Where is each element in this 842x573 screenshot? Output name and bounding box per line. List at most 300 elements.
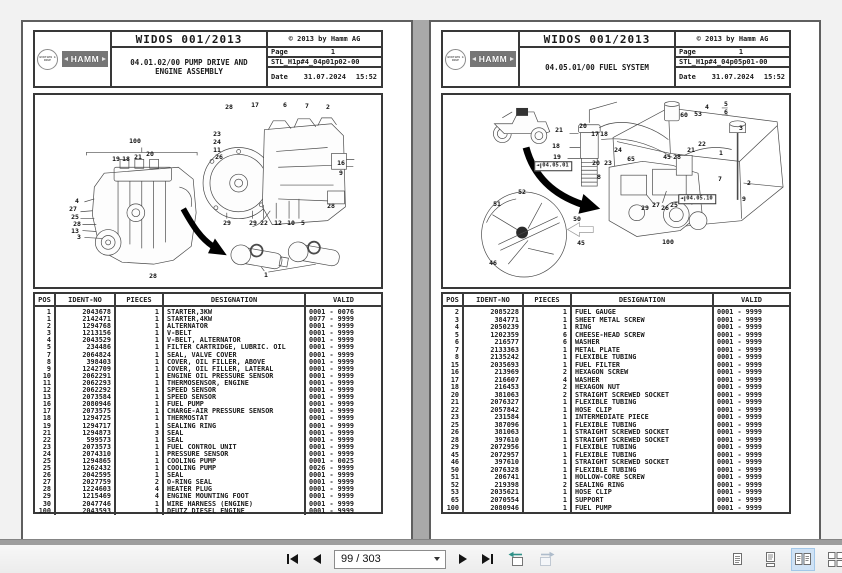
page-number-input[interactable] — [334, 550, 446, 569]
cell-ident-no: 2035693 — [463, 362, 523, 370]
cell-pos: 1 — [46, 308, 51, 316]
cell-ident-no: 384771 — [463, 317, 523, 325]
cell-ident-no: 397610 — [463, 437, 523, 445]
cell-valid: 0001 - 9999 — [305, 423, 381, 430]
cell-pieces: 1 — [523, 347, 571, 355]
cell-valid: 0001 - 9999 — [713, 399, 789, 407]
section-title — [112, 48, 266, 86]
diagram-callout-label: 5 — [724, 99, 728, 108]
date-label: Date — [679, 73, 696, 81]
cell-designation: SEAL — [163, 437, 305, 444]
diagram-callout-label: 4 — [75, 196, 79, 205]
cell-designation: COOLING PUMP — [163, 458, 305, 465]
cell-valid: 0001 - 9999 — [713, 324, 789, 332]
cell-pos: 22 — [42, 436, 51, 444]
cell-valid: 0001 - 9999 — [305, 508, 381, 515]
cell-pieces: 3 — [115, 430, 163, 437]
cell-designation: SEAL — [163, 430, 305, 437]
cell-valid: 0001 - 9999 — [713, 489, 789, 497]
diagram-callout-label: 22 — [698, 139, 706, 148]
cell-valid: 0001 - 9999 — [305, 366, 381, 373]
cell-pos: 12 — [42, 387, 51, 395]
cell-designation: HOSE CLIP — [571, 407, 713, 415]
diagram-callout-label: 20 — [579, 121, 587, 130]
cell-pos: 51 — [450, 474, 459, 482]
parts-table-row — [443, 362, 789, 370]
cell-ident-no: 2135242 — [463, 354, 523, 362]
cell-pos: 8 — [46, 358, 51, 366]
cell-designation: WIRE HARNESS (ENGINE) — [163, 501, 305, 508]
cell-ident-no: 1294717 — [55, 423, 115, 430]
diagram-callout-label: 16 — [337, 158, 345, 167]
ref-arrow-icon: ◄ — [536, 162, 540, 169]
cell-valid: 0001 - 9999 — [305, 323, 381, 330]
parts-table-row — [35, 444, 381, 451]
parts-table-row — [35, 458, 381, 465]
parts-table-row — [443, 504, 789, 512]
section-title-line2: ENGINE ASSEMBLY — [155, 67, 223, 76]
last-page-icon — [482, 554, 490, 564]
parts-table-row — [35, 479, 381, 486]
cell-ident-no: 216577 — [463, 339, 523, 347]
cell-designation: O-RING SEAL — [163, 479, 305, 486]
first-page-icon — [287, 554, 289, 564]
cell-pos: 65 — [450, 496, 459, 504]
cell-ident-no: 2064824 — [55, 352, 115, 359]
diagram-callout-label: 20 — [146, 149, 154, 158]
parts-table-row — [35, 373, 381, 380]
wirtgen-group-logo-icon: WIRTGEN GROUP — [445, 49, 466, 70]
cell-pos: 28 — [42, 486, 51, 494]
cell-valid: 0001 - 9999 — [305, 352, 381, 359]
cell-valid: 0001 - 9999 — [305, 444, 381, 451]
diagram-callout-label: 23 — [213, 129, 221, 138]
page-gap — [411, 20, 431, 539]
cell-pos: 3 — [454, 316, 459, 324]
parts-table-row — [35, 306, 381, 316]
parts-table-row — [443, 459, 789, 467]
cell-designation: V-BELT — [163, 330, 305, 337]
parts-table-row — [443, 497, 789, 505]
cell-designation: SPEED SENSOR — [163, 394, 305, 401]
cell-ident-no: 2043529 — [55, 337, 115, 344]
diagram-reference-box — [678, 194, 716, 204]
cell-valid: 0001 - 9999 — [713, 347, 789, 355]
cell-designation: FUEL FILTER — [571, 362, 713, 370]
diagram-callout-label: 45 — [577, 238, 585, 247]
cell-ident-no: 1294873 — [55, 430, 115, 437]
cell-pieces: 1 — [523, 437, 571, 445]
cell-valid: 0001 - 9999 — [713, 306, 789, 317]
diagram-callout-label: 100 — [662, 237, 674, 246]
cell-pieces: 1 — [115, 465, 163, 472]
page-layout-controls — [725, 545, 842, 573]
cell-pos: 52 — [450, 481, 459, 489]
col-header-ident: IDENT-NO — [463, 294, 523, 306]
cell-valid: 0001 - 9999 — [305, 472, 381, 479]
parts-table-row — [35, 465, 381, 472]
col-header-designation: DESIGNATION — [571, 294, 713, 306]
cell-designation: RING — [571, 324, 713, 332]
parts-table-row — [443, 377, 789, 385]
cell-pos: 21 — [42, 429, 51, 437]
cell-ident-no: 1294725 — [55, 415, 115, 422]
parts-table-row — [35, 352, 381, 359]
navigation-toolbar — [0, 545, 842, 573]
cell-ident-no: 1294865 — [55, 458, 115, 465]
date-row — [268, 68, 381, 86]
cell-valid: 0001 - 0076 — [305, 306, 381, 316]
cell-pieces: 6 — [523, 339, 571, 347]
cell-valid: 0001 - 9999 — [713, 504, 789, 512]
previous-page-icon — [313, 554, 321, 564]
section-title — [520, 48, 674, 86]
cell-designation: WASHER — [571, 339, 713, 347]
cell-valid: 0001 - 9999 — [713, 377, 789, 385]
cell-designation: V-BELT, ALTERNATOR — [163, 337, 305, 344]
diagram-callout-label: 17 — [591, 129, 599, 138]
next-view-icon — [538, 551, 556, 567]
date-value: 31.07.2024 — [303, 73, 346, 81]
cell-pieces: 1 — [523, 324, 571, 332]
cell-valid: 0001 - 0025 — [305, 458, 381, 465]
cell-designation: CHEESE-HEAD SCREW — [571, 332, 713, 340]
first-page-button[interactable] — [285, 552, 300, 566]
cell-pieces: 1 — [523, 444, 571, 452]
diagram-callout-label: 8 — [597, 172, 601, 181]
parts-table-row — [443, 482, 789, 490]
col-header-designation: DESIGNATION — [163, 294, 305, 306]
parts-table-row — [443, 339, 789, 347]
diagram-callout-label: 1 — [719, 148, 723, 157]
cell-designation: COVER, OIL FILLER, ABOVE — [163, 359, 305, 366]
parts-table-row — [35, 472, 381, 479]
cell-valid: 0001 - 9999 — [713, 317, 789, 325]
cell-ident-no: 2080946 — [55, 401, 115, 408]
cell-pos: 9 — [46, 365, 51, 373]
cell-valid: 0001 - 9999 — [713, 437, 789, 445]
diagram-callout-label: 3 — [77, 232, 81, 241]
page-label: Page — [679, 48, 696, 56]
cell-pieces: 1 — [523, 489, 571, 497]
cell-pos: 28 — [450, 436, 459, 444]
cell-valid: 0001 - 9999 — [713, 467, 789, 475]
diagram-callout-label: 19 — [112, 154, 120, 163]
cell-pieces: 2 — [523, 369, 571, 377]
col-header-valid: VALID — [305, 294, 381, 306]
parts-table-row — [443, 306, 789, 317]
page-indicator: 99 / 303 — [341, 553, 381, 565]
parts-table-row — [443, 444, 789, 452]
parts-table-row — [443, 437, 789, 445]
parts-table-row — [443, 354, 789, 362]
cell-valid: 0001 - 9999 — [713, 422, 789, 430]
cell-pieces: 1 — [523, 422, 571, 430]
cell-valid: 0026 - 9999 — [305, 465, 381, 472]
col-header-pos: POS — [35, 294, 55, 306]
cell-ident-no: 2062291 — [55, 373, 115, 380]
cell-pos: 7 — [454, 346, 459, 354]
cell-pos: 100 — [38, 507, 51, 515]
logo-cell — [443, 32, 520, 86]
diagram-callout-label: 22 — [260, 218, 268, 227]
next-page-icon — [459, 554, 467, 564]
cell-ident-no: 1294768 — [55, 323, 115, 330]
cell-pieces: 1 — [523, 354, 571, 362]
cell-pos: 17 — [42, 408, 51, 416]
parts-table-row — [35, 316, 381, 323]
page-value: 1 — [738, 48, 744, 56]
cell-designation: FLEXIBLE TUBING — [571, 467, 713, 475]
reference-label: 04.05.10 — [686, 195, 713, 202]
cell-valid: 0001 - 9999 — [305, 380, 381, 387]
diagram-callout-label: 28 — [149, 271, 157, 280]
cell-valid: 0001 - 9999 — [713, 444, 789, 452]
cell-designation: THERMOSENSOR, ENGINE — [163, 380, 305, 387]
cell-valid: 0001 - 9999 — [713, 482, 789, 490]
parts-table-row — [35, 408, 381, 415]
parts-table-row — [443, 467, 789, 475]
cell-designation: FLEXIBLE TUBING — [571, 354, 713, 362]
cell-pos: 29 — [42, 493, 51, 501]
facing-pages-icon — [795, 552, 811, 567]
cell-designation: PRESSURE SENSOR — [163, 451, 305, 458]
diagram-callout-label: 25 — [670, 200, 678, 209]
cell-ident-no: 1202359 — [463, 332, 523, 340]
cell-pieces: 1 — [115, 366, 163, 373]
parts-table-row — [35, 493, 381, 500]
parts-table-row — [35, 330, 381, 337]
time-value: 15:52 — [355, 73, 377, 81]
parts-table-row — [443, 399, 789, 407]
cell-ident-no: 2076327 — [463, 399, 523, 407]
cell-ident-no: 216607 — [463, 377, 523, 385]
diagram-callout-label: 6 — [724, 107, 728, 116]
diagram-callout-label: 21 — [555, 125, 563, 134]
cell-ident-no: 216453 — [463, 384, 523, 392]
hamm-logo-icon — [62, 51, 108, 67]
cell-ident-no: 2073584 — [55, 394, 115, 401]
cell-pos: 19 — [42, 422, 51, 430]
cell-valid: 0001 - 9999 — [713, 384, 789, 392]
cell-ident-no: 2076328 — [463, 467, 523, 475]
diagram-callout-label: 26 — [215, 152, 223, 161]
layout-facing-pages-button[interactable] — [791, 548, 815, 571]
parts-table-header-row — [35, 294, 381, 306]
section-title-line1: 04.01.02/00 PUMP DRIVE AND — [130, 58, 248, 67]
cell-ident-no: 2133363 — [463, 347, 523, 355]
diagram-callout-label: 13 — [71, 226, 79, 235]
cell-ident-no: 2142471 — [55, 316, 115, 323]
diagram-callout-label: 9 — [742, 194, 746, 203]
engine-assembly-drawing — [35, 95, 381, 287]
cell-designation: SPEED SENSOR — [163, 387, 305, 394]
cell-ident-no: 2085228 — [463, 306, 523, 317]
parts-table-row — [35, 359, 381, 366]
page-value: 1 — [330, 48, 336, 56]
cell-designation: SEALING RING — [571, 482, 713, 490]
cell-ident-no: 2035621 — [463, 489, 523, 497]
cell-designation: FLEXIBLE TUBING — [571, 422, 713, 430]
next-page-button[interactable] — [457, 552, 469, 566]
single-page-icon — [729, 552, 745, 567]
cell-pos: 3 — [46, 330, 51, 338]
cell-pos: 17 — [450, 376, 459, 384]
cell-ident-no: 2062292 — [55, 387, 115, 394]
cell-pos: 8 — [454, 354, 459, 362]
cell-ident-no: 2080946 — [463, 504, 523, 512]
cell-designation: COOLING PUMP — [163, 465, 305, 472]
cell-ident-no: 2070554 — [463, 497, 523, 505]
col-header-valid: VALID — [713, 294, 789, 306]
parts-table-header-row — [443, 294, 789, 306]
cell-ident-no: 219398 — [463, 482, 523, 490]
cell-pieces: 1 — [523, 459, 571, 467]
cell-ident-no: 2047746 — [55, 501, 115, 508]
cell-pos: 7 — [46, 351, 51, 359]
cell-designation: ENGINE OIL PRESSURE SENSOR — [163, 373, 305, 380]
cell-ident-no: 1262432 — [55, 465, 115, 472]
hamm-logo-icon — [470, 51, 516, 67]
next-view-button[interactable] — [537, 550, 557, 568]
cell-valid: 0001 - 9999 — [713, 392, 789, 400]
layout-continuous-button[interactable] — [758, 548, 782, 571]
cell-ident-no: 2062293 — [55, 380, 115, 387]
cell-pos: 20 — [450, 391, 459, 399]
layout-facing-continuous-button[interactable] — [824, 548, 842, 571]
cell-designation: FUEL CONTROL UNIT — [163, 444, 305, 451]
cell-designation: FUEL GAUGE — [571, 306, 713, 317]
cell-ident-no: 2042595 — [55, 472, 115, 479]
cell-pieces: 4 — [115, 486, 163, 493]
diagram-reference-box — [534, 161, 572, 171]
diagram-callout-label: 3 — [739, 123, 743, 132]
cell-pos: 4 — [46, 337, 51, 345]
diagram-callout-label: 19 — [553, 152, 561, 161]
cell-pos: 13 — [42, 394, 51, 402]
cell-valid: 0001 - 9999 — [713, 497, 789, 505]
cell-pos: 30 — [42, 500, 51, 508]
cell-ident-no: 398403 — [55, 359, 115, 366]
catalog-title: WIDOS 001/2013 — [520, 32, 674, 48]
previous-page-button[interactable] — [311, 552, 323, 566]
cell-designation: COVER, OIL FILLER, LATERAL — [163, 366, 305, 373]
cell-ident-no: 1224603 — [55, 486, 115, 493]
cell-designation: FUEL PUMP — [571, 504, 713, 512]
cell-ident-no: 206741 — [463, 474, 523, 482]
page-header-table — [33, 30, 383, 88]
cell-designation: ENGINE MOUNTING FOOT — [163, 493, 305, 500]
cell-valid: 0001 - 9999 — [713, 332, 789, 340]
cell-designation: SUPPORT — [571, 497, 713, 505]
parts-table-row — [35, 394, 381, 401]
cell-ident-no: 387096 — [463, 422, 523, 430]
diagram-callout-label: 23 — [604, 158, 612, 167]
diagram-callout-label: 2 — [326, 102, 330, 111]
cell-valid: 0001 - 9999 — [305, 387, 381, 394]
parts-table-row — [443, 452, 789, 460]
diagram-callout-label: 29 — [641, 203, 649, 212]
wirtgen-group-logo-icon: WIRTGEN GROUP — [37, 49, 58, 70]
cell-valid: 0001 - 9999 — [713, 452, 789, 460]
diagram-callout-label: 17 — [251, 100, 259, 109]
layout-single-page-button[interactable] — [725, 548, 749, 571]
col-header-pieces: PIECES — [523, 294, 571, 306]
diagram-callout-label: 2 — [747, 178, 751, 187]
cell-pos: 26 — [450, 429, 459, 437]
cell-pieces: 1 — [115, 330, 163, 337]
cell-valid: 0001 - 9999 — [713, 407, 789, 415]
last-page-button[interactable] — [480, 552, 495, 566]
cell-ident-no: 2072957 — [463, 452, 523, 460]
cell-pos: 18 — [42, 415, 51, 423]
cell-pieces: 1 — [115, 472, 163, 479]
cell-pieces: 1 — [115, 359, 163, 366]
cell-valid: 0001 - 9999 — [713, 354, 789, 362]
cell-ident-no: 2043593 — [55, 508, 115, 515]
cell-designation: FLEXIBLE TUBING — [571, 399, 713, 407]
page-header-table — [441, 30, 791, 88]
cell-pieces: 1 — [115, 508, 163, 515]
cell-pieces: 1 — [115, 437, 163, 444]
parts-table-row — [443, 317, 789, 325]
cell-pieces: 1 — [523, 399, 571, 407]
cell-pieces: 1 — [115, 394, 163, 401]
cell-valid: 0001 - 9999 — [305, 493, 381, 500]
diagram-callout-label: 100 — [129, 136, 141, 145]
copyright-text: © 2013 by Hamm AG — [676, 32, 789, 48]
previous-view-button[interactable] — [506, 550, 526, 568]
parts-table-row — [35, 323, 381, 330]
cell-pos: 2 — [46, 323, 51, 331]
cell-pos: 1 — [46, 316, 51, 324]
cell-valid: 0001 - 9999 — [713, 339, 789, 347]
diagram-callout-label: 9 — [339, 168, 343, 177]
cell-pos: 22 — [450, 406, 459, 414]
cell-pos: 25 — [42, 457, 51, 465]
parts-table-row — [35, 486, 381, 493]
copyright-text: © 2013 by Hamm AG — [268, 32, 381, 48]
parts-table-row — [35, 337, 381, 344]
diagram-callout-label: 60 — [680, 110, 688, 119]
cell-ident-no: 2072956 — [463, 444, 523, 452]
cell-designation: HEXAGON NUT — [571, 384, 713, 392]
cell-valid: 0001 - 9999 — [305, 430, 381, 437]
cell-ident-no: 234486 — [55, 344, 115, 351]
cell-pos: 18 — [450, 384, 459, 392]
cell-valid: 0001 - 9999 — [305, 408, 381, 415]
cell-pos: 53 — [450, 489, 459, 497]
diagram-callout-label: 11 — [213, 145, 221, 154]
cell-designation: WASHER — [571, 377, 713, 385]
parts-table-row — [443, 324, 789, 332]
cell-designation: HOSE CLIP — [571, 489, 713, 497]
cell-valid: 0001 - 9999 — [305, 415, 381, 422]
cell-pieces: 1 — [523, 306, 571, 317]
cell-pos: 5 — [46, 344, 51, 352]
cell-valid: 0001 - 9999 — [713, 429, 789, 437]
diagram-callout-label: 18 — [552, 141, 560, 150]
cell-ident-no: 213969 — [463, 369, 523, 377]
facing-continuous-icon — [828, 552, 842, 567]
cell-valid: 0001 - 9999 — [713, 459, 789, 467]
cell-pos: 46 — [450, 459, 459, 467]
cell-designation: FUEL PUMP — [163, 401, 305, 408]
diagram-callout-label: 45 — [663, 152, 671, 161]
reference-label: 04.05.01 — [542, 162, 569, 169]
cell-designation: SEALING RING — [163, 423, 305, 430]
diagram-callout-label: 29 — [249, 218, 257, 227]
